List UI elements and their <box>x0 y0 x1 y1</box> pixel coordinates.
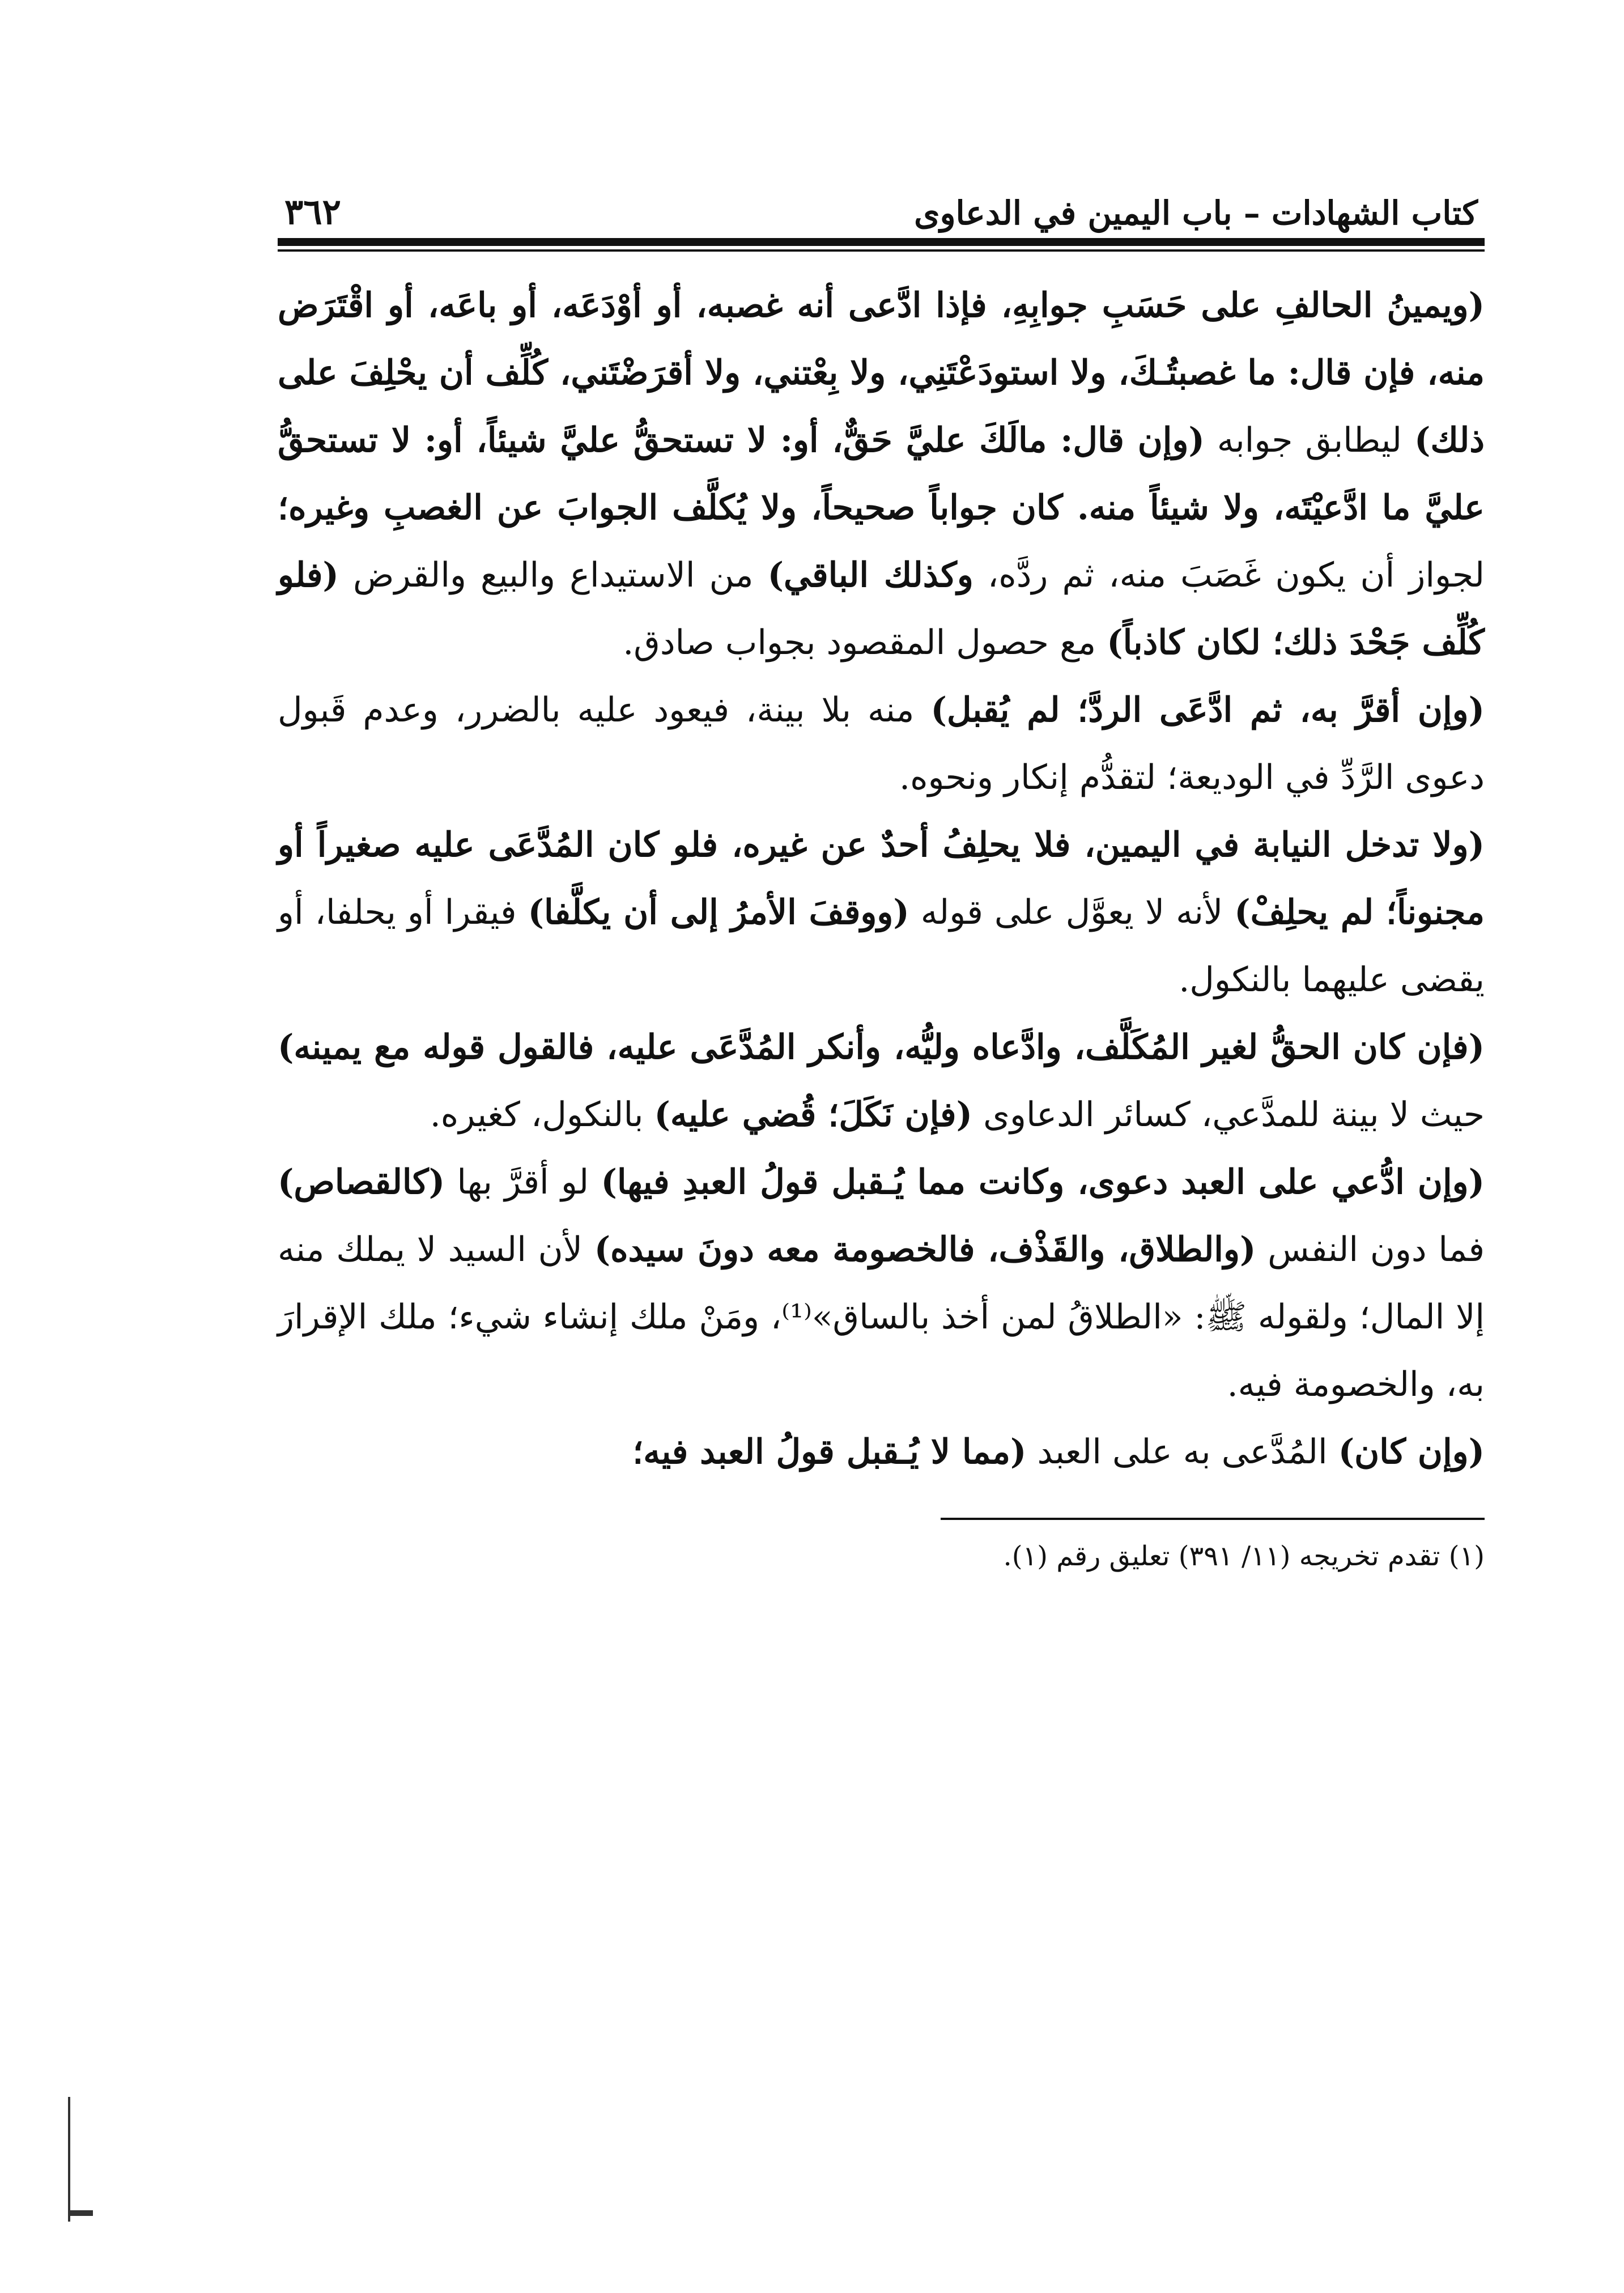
footnote-rule <box>941 1518 1485 1520</box>
commentary-text: فيقرا أو يحلفا، أو يقضى عليهما بالنكول. <box>278 893 1485 1000</box>
matn-text: (ووقفَ الأمرُ إلى أن يكلَّفا) <box>528 893 909 932</box>
paragraph <box>278 812 1485 1014</box>
header-rule-thick <box>278 238 1485 246</box>
commentary-text: لأنه لا يعوَّل على قوله <box>909 893 1235 932</box>
matn-text: (وإن أقرَّ به، ثم ادَّعَى الردَّ؛ لم يُقبل) <box>930 690 1485 730</box>
commentary-text: المُدَّعى به على العبد <box>1026 1432 1338 1472</box>
header-rule-thin <box>278 249 1485 252</box>
matn-text: (كالقصاص) <box>278 1162 445 1202</box>
matn-text: (مما لا يُـقبل قولُ العبد فيه؛ <box>632 1432 1027 1472</box>
running-title: كتاب الشهادات – باب اليمين في الدعاوى <box>914 194 1478 232</box>
commentary-text: مع حصول المقصود بجواب صادق. <box>623 623 1107 663</box>
commentary-text: ليطابق جوابه <box>1204 421 1415 460</box>
matn-text: (والطلاق، والقَذْف، فالخصومة معه دونَ سيده) <box>594 1230 1256 1269</box>
matn-text: (فإن كان الحقُّ لغير المُكَلَّف، وادَّعاه وليُّه، وأنكر المُدَّعَى عليه، فالقول قوله مع يمينه) <box>278 1027 1485 1067</box>
commentary-text: لأن السيد لا يملك منه إلا المال؛ ولقوله ﷺ: «الطلاقُ لمن أخذ بالساق»⁽¹⁾، ومَنْ ملك إنشاء شيء؛ ملك الإقرارَ به، والخصومة فيه. <box>278 1230 1485 1404</box>
scan-margin-mark <box>68 2097 70 2222</box>
running-header <box>278 170 1485 232</box>
footnote: (١) تقدم تخريجه (١١/ ٣٩١) تعليق رقم (١). <box>1003 1540 1485 1572</box>
matn-text: (وإن كان) <box>1338 1432 1485 1472</box>
commentary-text: منه بلا بينة، فيعود عليه بالضرر، وعدم قَبول دعوى الرَّدِّ في الوديعة؛ لتقدُّم إنكار ونحوه. <box>278 690 1485 797</box>
paragraph <box>278 1149 1485 1419</box>
commentary-text: من الاستيداع والبيع والقرض <box>338 555 768 595</box>
matn-text: وكذلك الباقي) <box>767 555 973 595</box>
page <box>278 170 1485 1572</box>
page-number: ٣٦٢ <box>284 191 341 232</box>
paragraph <box>278 677 1485 812</box>
paragraph <box>278 1014 1485 1149</box>
footnote-area <box>278 1486 1485 1520</box>
paragraph <box>278 1419 1485 1486</box>
paragraph <box>278 272 1485 677</box>
matn-text: (ولا تدخل النيابة في اليمين، فلا يحلِفُ أحدٌ عن غيره، فلو كان المُدَّعَى عليه صغيراً أو مجنوناً؛ لم يحلِفْ) <box>278 825 1485 932</box>
scan-margin-mark <box>70 2210 93 2216</box>
matn-text: (فإن نَكَلَ؛ قُضي عليه) <box>654 1095 973 1135</box>
commentary-text: لو أقرَّ بها <box>445 1162 601 1202</box>
commentary-text: لجواز أن يكون غَصَبَ منه، ثم ردَّه، <box>973 555 1485 595</box>
matn-text: (ويمينُ الحالفِ على حَسَبِ جوابِهِ، فإذا ادَّعى أنه غصبه، أو أوْدَعَه، أو باعَه، أو اقْتَرَض منه، فإن قال: ما غصبتُـكَ، ولا استودَعْتَنِي، ولا بِعْتني، ولا أقرَضْتَني، كُلِّف أن يحْلِفَ على ذلك) <box>278 286 1485 460</box>
matn-text: (وإن ادُّعي على العبد دعوى، وكانت مما يُـقبل قولُ العبدِ فيها) <box>601 1162 1485 1202</box>
commentary-text: حيث لا بينة للمدَّعي، كسائر الدعاوى <box>972 1095 1485 1135</box>
commentary-text: بالنكول، كغيره. <box>430 1095 654 1135</box>
matn-text: (فلو كُلِّف جَحْدَ ذلك؛ لكان كاذباً) <box>278 555 1485 663</box>
commentary-text: فما دون النفس <box>1256 1230 1485 1269</box>
matn-text: (وإن قال: مالَكَ عليَّ حَقٌّ، أو: لا تستحقُّ عليَّ شيئاً، أو: لا تستحقُّ عليَّ ما ادَّعيْتَه، ولا شيئاً منه. كان جواباً صحيحاً، ولا يُكلَّف الجوابَ عن الغصبِ وغيره؛ <box>278 421 1485 528</box>
body-text <box>278 272 1485 1486</box>
